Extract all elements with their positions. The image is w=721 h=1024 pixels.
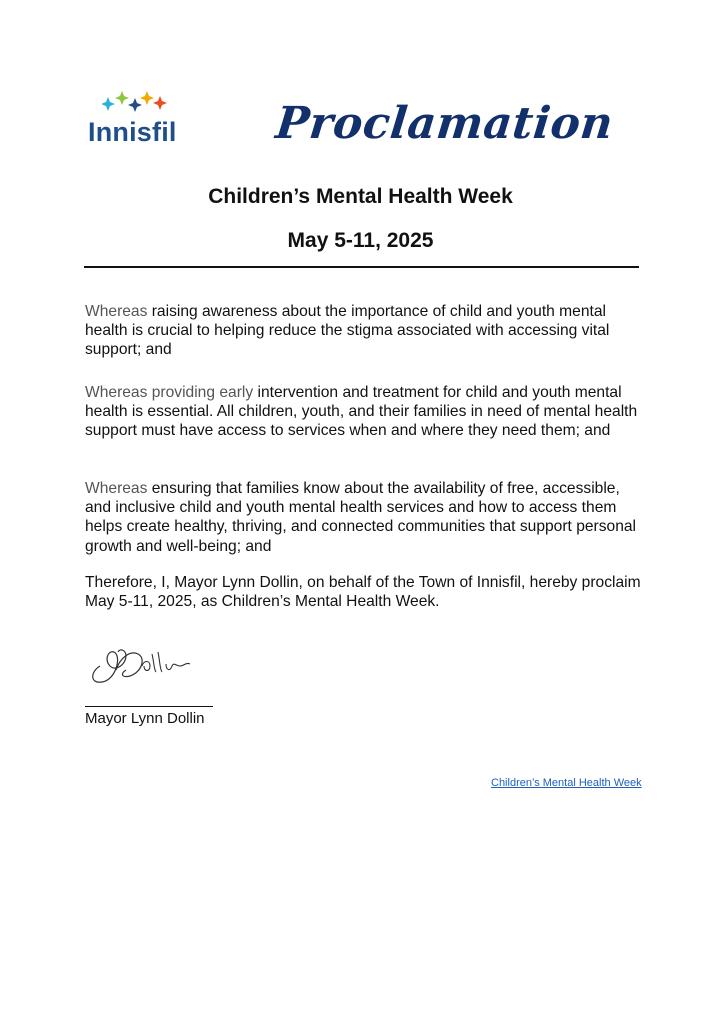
proclamation-date: May 5-11, 2025 [287, 229, 434, 252]
paragraph-text: ensuring that families know about the availability of free, accessible, and inclusive child and youth mental health services and how to access them helps create healthy, thriving, and connected communities that support personal growth and well-being; and [85, 480, 637, 555]
whereas-paragraph-1 [85, 302, 645, 360]
paragraph-lead: Whereas [85, 303, 148, 320]
paragraph-lead: Whereas [85, 480, 148, 497]
paragraph-text: raising awareness about the importance of child and youth mental health is crucial to helping reduce the stigma associated with accessing vital support; and [85, 303, 610, 359]
whereas-paragraph-2 [85, 383, 645, 441]
paragraph-lead: Whereas providing early [85, 384, 254, 401]
signature-line [85, 706, 213, 707]
logo-wordmark: Innisfil [88, 117, 177, 147]
paragraph-text: Therefore, I, Mayor Lynn Dollin, on behalf of the Town of Innisfil, hereby proclaim May 5-11, 2025, as Children’s Mental Health Week. [85, 574, 641, 611]
proclamation-title: Proclamation [273, 98, 616, 149]
header-divider [84, 266, 639, 268]
signature-image [86, 636, 196, 688]
cmhw-link[interactable]: Children’s Mental Health Week [491, 777, 642, 789]
innisfil-logo [88, 90, 188, 150]
logo-stars-icon [102, 90, 182, 120]
signer-name: Mayor Lynn Dollin [85, 710, 205, 727]
whereas-paragraph-3 [85, 479, 645, 556]
therefore-paragraph [85, 573, 645, 611]
proclamation-heading: Children’s Mental Health Week [208, 185, 513, 208]
paragraph-text: intervention and treatment for child and youth mental health is essential. All children, youth, and their families in need of mental health support must have access to services when and where they need them; and [85, 384, 638, 440]
